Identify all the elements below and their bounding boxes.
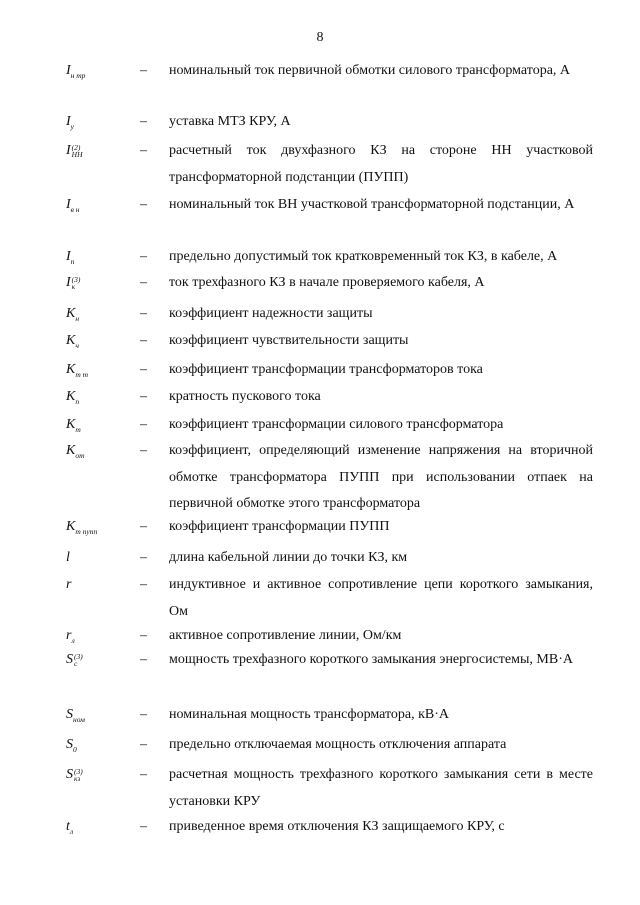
symbol-base: I	[66, 249, 71, 264]
entry-dash: –	[140, 550, 147, 565]
symbol-subscript: л	[69, 826, 74, 836]
entry-symbol	[66, 305, 79, 328]
entry-description: коэффициент чувствительности защиты	[169, 333, 409, 348]
symbol-base: I	[66, 63, 71, 78]
entry-symbol	[66, 62, 85, 85]
symbol-base: K	[66, 417, 76, 432]
entry-symbol	[66, 196, 80, 219]
entry-symbol	[66, 416, 81, 439]
symbol-base: r	[66, 577, 72, 592]
entry-description: коэффициент трансформации ПУПП	[169, 519, 390, 534]
entry-symbol	[66, 113, 74, 136]
entry-description: предельно допустимый ток кратковременный ток КЗ, в кабеле, А	[169, 249, 558, 264]
entry-symbol	[66, 388, 79, 411]
symbol-subscript: в н	[70, 204, 80, 214]
symbol-subscript: т т	[75, 369, 89, 379]
entry-description: коэффициент трансформации силового трансформатора	[169, 417, 504, 432]
symbol-base: I	[66, 275, 71, 290]
symbol-base: I	[66, 197, 71, 212]
symbol-base: K	[66, 362, 76, 377]
entry-description: активное сопротивление линии, Ом/км	[169, 628, 402, 643]
symbol-superscript: (3)	[74, 651, 83, 661]
entry-description: индуктивное и активное сопротивление цепи короткого замыкания, Ом	[169, 577, 593, 619]
entry-dash: –	[140, 767, 147, 782]
entry-dash: –	[140, 143, 147, 158]
entry-dash: –	[140, 707, 147, 722]
entry-dash: –	[140, 275, 147, 290]
symbol-base: S	[66, 767, 73, 782]
symbol-superscript: (2)	[71, 142, 81, 152]
symbol-base: K	[66, 519, 76, 534]
symbol-base: K	[66, 306, 76, 321]
symbol-subscript: н тр	[70, 70, 86, 80]
entry-description: приведенное время отключения КЗ защищаемого КРУ, с	[169, 819, 505, 834]
entry-dash: –	[140, 628, 147, 643]
entry-description: номинальный ток ВН участковой трансформаторной подстанции, А	[169, 197, 575, 212]
symbol-base: I	[66, 143, 71, 158]
symbol-base: K	[66, 443, 76, 458]
entry-description: кратность пускового тока	[169, 389, 321, 404]
entry-description: коэффициент, определяющий изменение напряжения на вторичной обмотке трансформатора ПУПП при использовании отпаек на первичной обмотке этого трансформатора	[169, 443, 593, 511]
entry-symbol	[66, 518, 97, 541]
entry-description: ток трехфазного КЗ в начале проверяемого кабеля, А	[169, 275, 485, 290]
entry-description: предельно отключаемая мощность отключения аппарата	[169, 737, 507, 752]
page-number: 8	[316, 30, 324, 45]
symbol-subscript: от	[75, 450, 85, 460]
entry-description: уставка МТЗ КРУ, А	[169, 114, 291, 129]
entry-dash: –	[140, 63, 147, 78]
entry-dash: –	[140, 306, 147, 321]
symbol-base: r	[66, 628, 72, 643]
entry-description: коэффициент надежности защиты	[169, 306, 373, 321]
entry-symbol	[66, 706, 85, 729]
entry-dash: –	[140, 333, 147, 348]
entry-dash: –	[140, 819, 147, 834]
symbol-subscript: с	[74, 658, 78, 668]
symbol-base: S	[66, 652, 73, 667]
symbol-base: l	[66, 550, 70, 565]
entry-description: мощность трехфазного короткого замыкания энергосистемы, МВ·А	[169, 652, 573, 667]
symbol-subscript: т пупп	[75, 526, 98, 536]
symbol-superscript: (3)	[71, 274, 81, 284]
entry-description: длина кабельной линии до точки КЗ, км	[169, 550, 408, 565]
entry-symbol	[66, 651, 83, 669]
entry-dash: –	[140, 577, 147, 592]
symbol-subscript: кз	[74, 773, 81, 783]
symbol-subscript: к	[71, 281, 76, 291]
symbol-base: K	[66, 333, 76, 348]
entry-symbol	[66, 576, 71, 594]
entry-symbol	[66, 248, 74, 271]
entry-symbol	[66, 142, 83, 160]
entry-symbol	[66, 627, 75, 650]
symbol-subscript: у	[70, 121, 75, 131]
symbol-subscript: т	[75, 424, 81, 434]
entry-dash: –	[140, 519, 147, 534]
entry-description: номинальная мощность трансформатора, кВ·А	[169, 707, 450, 722]
entry-dash: –	[140, 443, 147, 458]
symbol-base: K	[66, 389, 76, 404]
symbol-base: S	[66, 707, 73, 722]
entry-dash: –	[140, 737, 147, 752]
symbol-superscript: (3)	[74, 766, 83, 776]
entry-description: номинальный ток первичной обмотки силового трансформатора, А	[169, 63, 571, 78]
entry-symbol	[66, 361, 88, 384]
symbol-base: t	[66, 819, 70, 834]
entry-symbol	[66, 442, 85, 465]
symbol-subscript: ч	[75, 340, 79, 350]
symbol-base: S	[66, 737, 73, 752]
entry-dash: –	[140, 197, 147, 212]
entry-dash: –	[140, 362, 147, 377]
symbol-subscript: 0	[73, 744, 77, 754]
entry-symbol	[66, 736, 77, 759]
entry-symbol	[66, 549, 70, 567]
entry-description: расчетный ток двухфазного КЗ на стороне НН участковой трансформаторной подстанции (ПУПП)	[169, 143, 593, 185]
symbol-subscript: п	[75, 396, 80, 406]
symbol-subscript: НН	[71, 149, 83, 159]
symbol-subscript: ном	[73, 714, 85, 724]
entry-dash: –	[140, 417, 147, 432]
entry-dash: –	[140, 389, 147, 404]
entry-dash: –	[140, 114, 147, 129]
symbol-subscript: л	[71, 635, 75, 645]
entry-symbol	[66, 818, 73, 841]
entry-symbol	[66, 332, 79, 355]
symbol-subscript: п	[70, 256, 75, 266]
entry-description: расчетная мощность трехфазного короткого замыкания сети в месте установки КРУ	[169, 767, 593, 809]
entry-description: коэффициент трансформации трансформаторов тока	[169, 362, 483, 377]
entry-symbol	[66, 274, 80, 292]
entry-symbol	[66, 766, 83, 784]
symbol-base: I	[66, 114, 71, 129]
entry-dash: –	[140, 249, 147, 264]
entry-dash: –	[140, 652, 147, 667]
symbol-subscript: н	[75, 313, 80, 323]
